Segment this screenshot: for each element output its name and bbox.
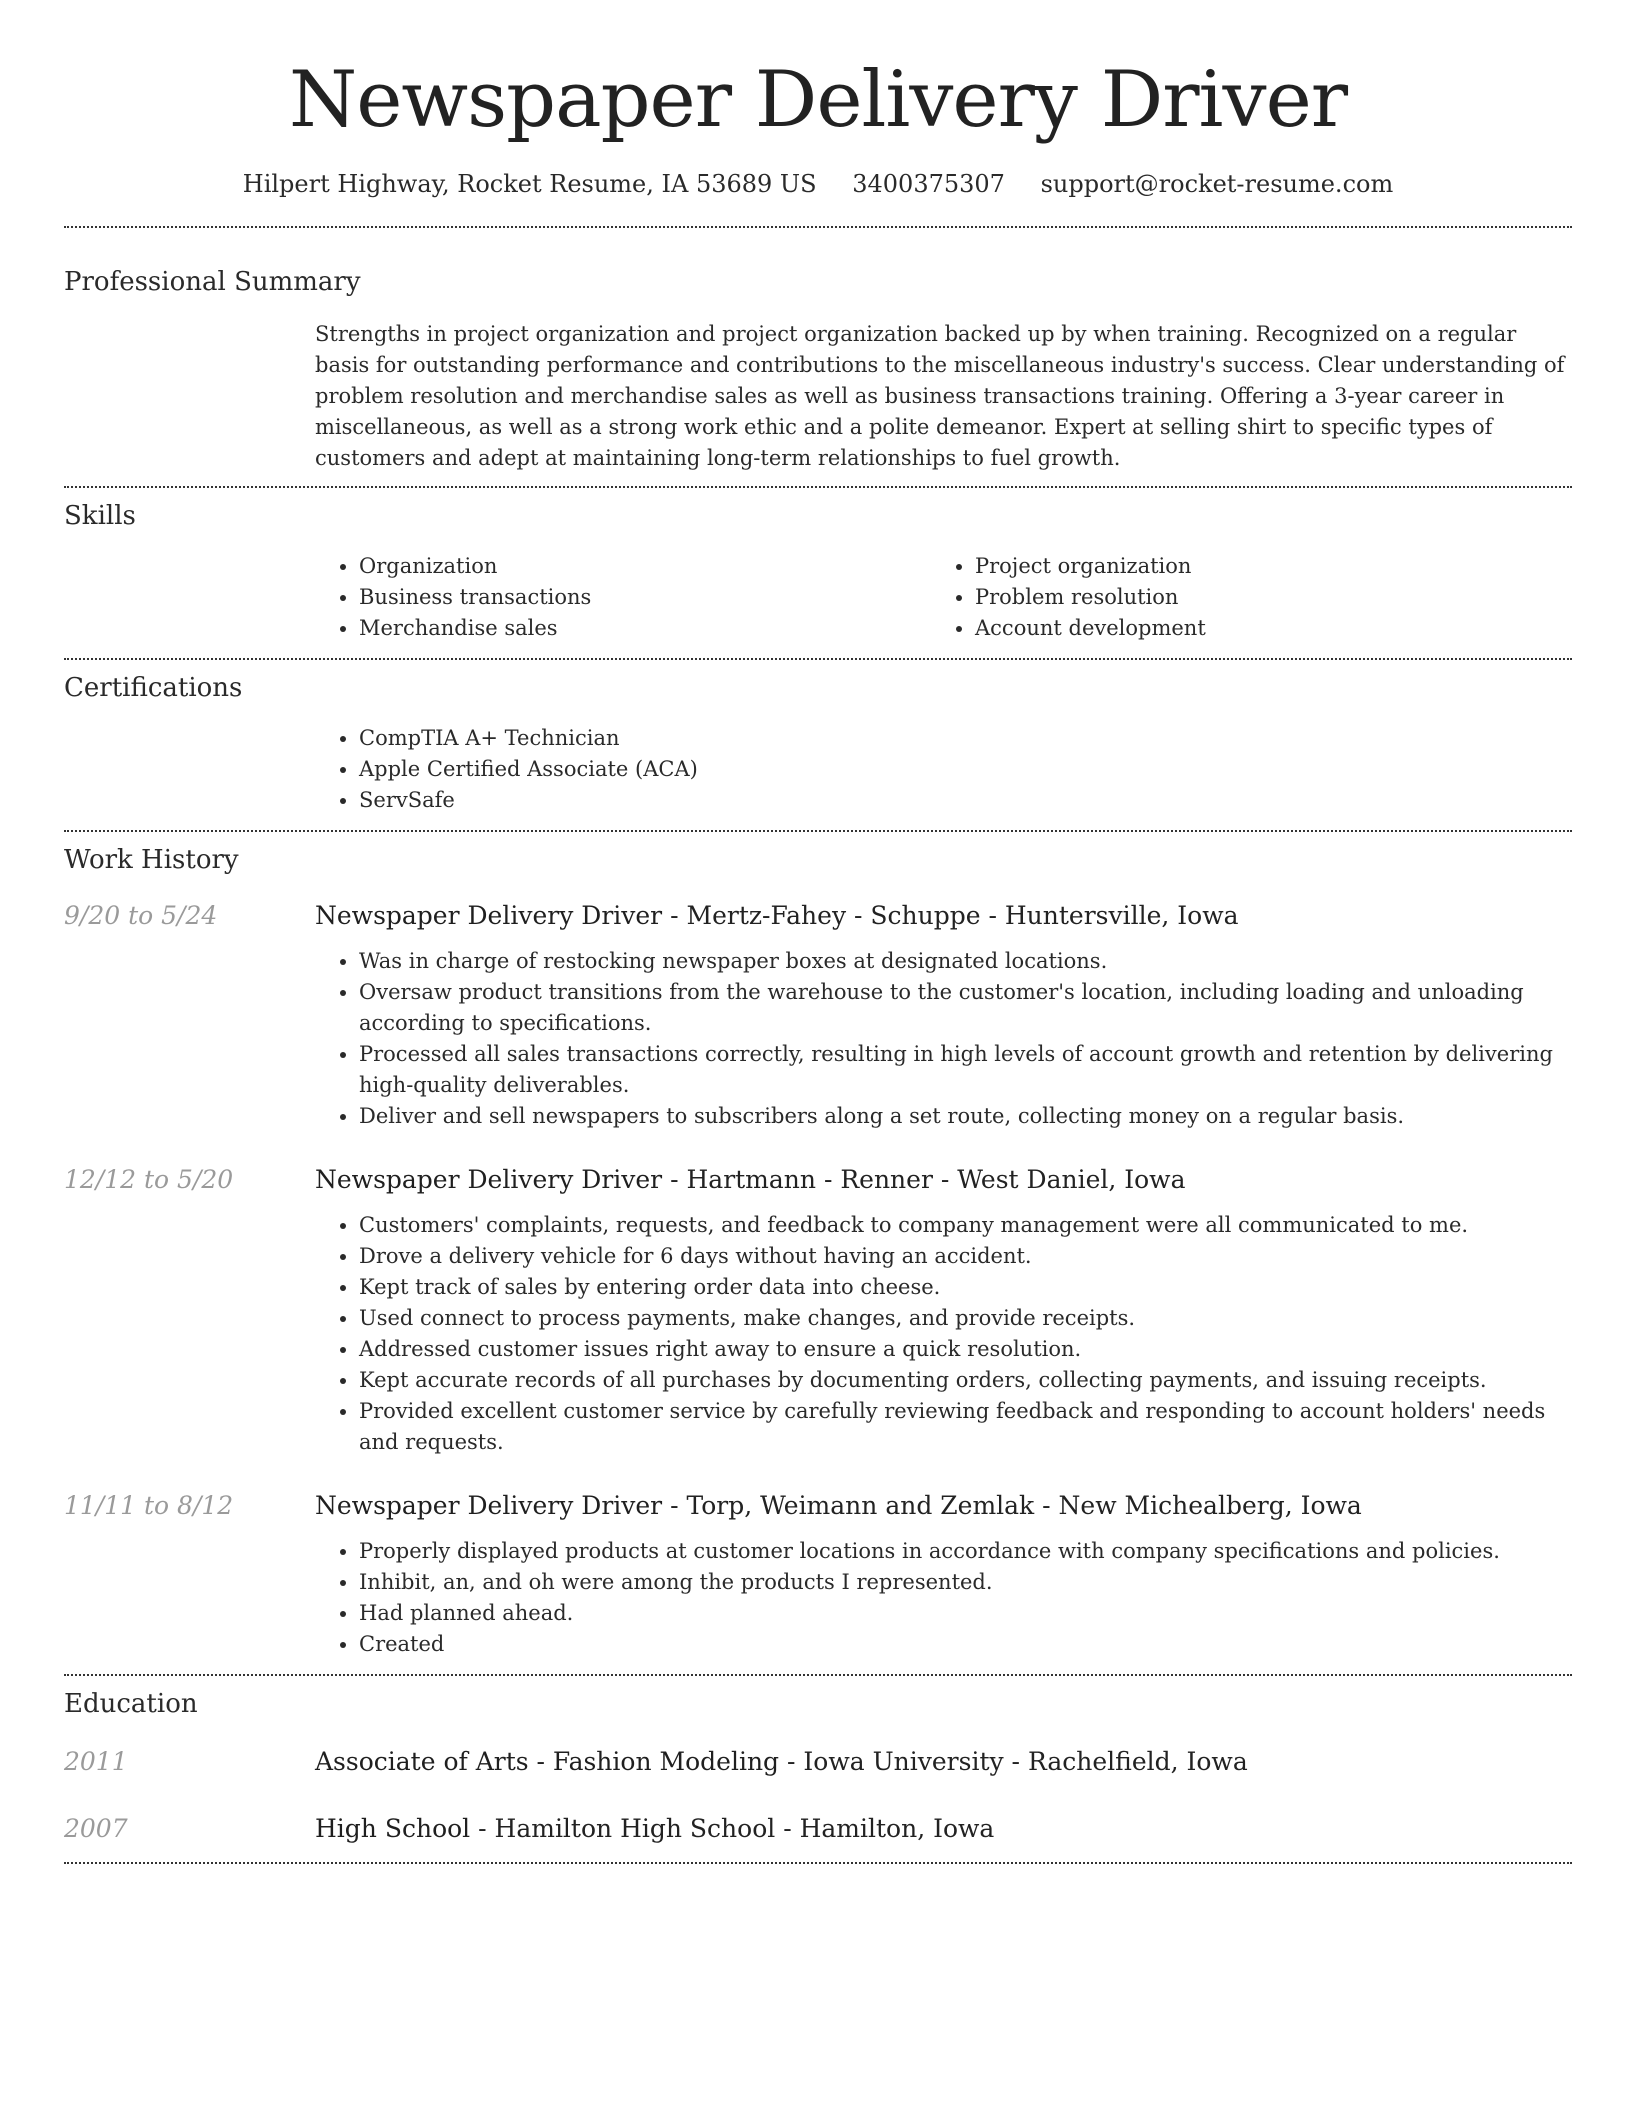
job-duty: • Provided excellent customer service by carefully reviewing feedback and responding to account holders' needs and requests. [359,1396,1572,1458]
job-duty: • Addressed customer issues right away to ensure a quick resolution. [359,1334,1572,1365]
phone: 3400375307 [852,170,1005,198]
resume-header [64,0,1572,200]
job-heading [315,1163,1572,1197]
education-section [64,1676,1572,1846]
candidate-name: Newspaper Delivery Driver [288,55,1348,145]
job-duties-list [315,946,1572,1132]
job-employer-location: - Hartmann - Renner - West Daniel, Iowa [662,1165,1186,1194]
certification-item: • ServSafe [359,785,1572,816]
job-duties [315,946,1572,1132]
skill-item: • Project organization [975,551,1547,582]
summary-body [315,319,1572,474]
job-duty: • Used connect to process payments, make changes, and provide receipts. [359,1303,1572,1334]
skill-item: • Organization [359,551,931,582]
job-dates: 11/11 to 8/12 [64,1491,234,1520]
job-duties [315,1210,1572,1458]
section-title-work-history: Work History [64,845,239,875]
section-title-summary: Professional Summary [64,267,361,297]
education-heading [315,1812,1572,1846]
job-duty: • Was in charge of restocking newspaper boxes at designated locations. [359,946,1572,977]
section-title-skills: Skills [64,501,136,531]
summary-section [64,228,1572,474]
job-duties-list [315,1210,1572,1458]
job-dates: 9/20 to 5/24 [64,901,218,930]
education-year: 2011 [64,1747,128,1776]
job-employer-location: - Mertz-Fahey - Schuppe - Huntersville, Iowa [662,901,1239,930]
education-degree: High School [315,1814,471,1843]
job-title: Newspaper Delivery Driver [315,901,663,930]
education-entry [64,1812,1572,1846]
section-title-education: Education [64,1689,198,1719]
summary-text: Strengths in project organization and project organization backed up by when training. Recognized on a regular basis for outstanding performance and contributions to the miscellaneous industry's success. Clear understanding of problem resolution and merchandise sales as well as business transactions training. Offering a 3-year career in miscellaneous, as well as a strong work ethic and a polite demeanor. Expert at selling shirt to specific types of customers and adept at maintaining long-term relationships to fuel growth. [315,322,1565,470]
skills-grid [315,551,1572,644]
section-title-certifications: Certifications [64,673,243,703]
job-duty: • Processed all sales transactions correctly, resulting in high levels of account growth and retention by delivering high-quality deliverables. [359,1039,1572,1101]
job-duty: • Deliver and sell newspapers to subscribers along a set route, collecting money on a regular basis. [359,1101,1572,1132]
certification-item: • Apple Certified Associate (ACA) [359,754,1572,785]
skills-section [64,488,1572,644]
certification-item: • CompTIA A+ Technician [359,723,1572,754]
job-entry [64,899,1572,1132]
skill-item: • Business transactions [359,582,931,613]
skill-item: • Merchandise sales [359,613,931,644]
job-duty: • Created [359,1629,1572,1660]
job-duty: • Customers' complaints, requests, and feedback to company management were all communicated to me. [359,1210,1572,1241]
job-employer-location: - Torp, Weimann and Zemlak - New Michealberg, Iowa [662,1491,1362,1520]
certifications-section [64,660,1572,816]
skill-item: • Problem resolution [975,582,1547,613]
divider [64,1862,1572,1864]
job-duties [315,1536,1572,1660]
job-heading [315,899,1572,933]
skills-list-left [315,551,931,644]
job-heading [315,1489,1572,1523]
contact-line [64,168,1572,200]
certifications-list [315,723,1572,816]
skills-list-right [931,551,1547,644]
education-degree: Associate of Arts - Fashion Modeling [315,1747,780,1776]
job-title: Newspaper Delivery Driver [315,1165,663,1194]
education-school-location: - Hamilton High School - Hamilton, Iowa [470,1814,995,1843]
job-entry [64,1163,1572,1458]
job-duty: • Oversaw product transitions from the warehouse to the customer's location, including loading and unloading according to specifications. [359,977,1572,1039]
education-entry [64,1745,1572,1779]
education-heading [315,1745,1572,1779]
job-duty: • Properly displayed products at customer locations in accordance with company specifications and policies. [359,1536,1572,1567]
job-entry [64,1489,1572,1660]
email: support@rocket-resume.com [1040,170,1394,198]
job-duty: • Drove a delivery vehicle for 6 days without having an accident. [359,1241,1572,1272]
job-duty: • Inhibit, an, and oh were among the products I represented. [359,1567,1572,1598]
address: Hilpert Highway, Rocket Resume, IA 53689 US [242,170,817,198]
job-duty: • Kept accurate records of all purchases by documenting orders, collecting payments, and issuing receipts. [359,1365,1572,1396]
certifications-body [315,723,1572,816]
education-year: 2007 [64,1814,128,1843]
education-school-location: - Iowa University - Rachelfield, Iowa [779,1747,1248,1776]
job-dates: 12/12 to 5/20 [64,1165,234,1194]
job-duty: • Had planned ahead. [359,1598,1572,1629]
skill-item: • Account development [975,613,1547,644]
job-duties-list [315,1536,1572,1660]
resume-page [64,0,1572,1864]
work-history-section [64,832,1572,1660]
job-title: Newspaper Delivery Driver [315,1491,663,1520]
job-duty: • Kept track of sales by entering order data into cheese. [359,1272,1572,1303]
